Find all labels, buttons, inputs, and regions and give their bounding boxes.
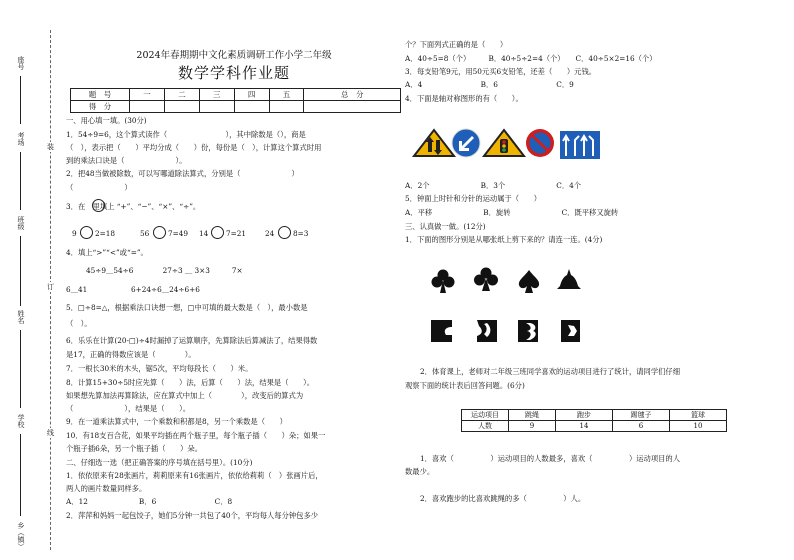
question-line: （ ）。 xyxy=(66,319,92,328)
q3-operand: 7=49 xyxy=(168,229,189,238)
question-line: 6．乐乐在计算(20-□)÷4时漏掉了运算顺序，先算除法后算减法了，结果得数 xyxy=(66,336,318,345)
table-cell: 9 xyxy=(509,421,556,432)
club-shape-icon xyxy=(473,266,499,292)
score-header-cell: 四 xyxy=(234,89,269,101)
question-line: 1．54÷9=6，这个算式读作（ ），其中除数是（），商是 xyxy=(66,130,306,139)
answer-options: A．12 B．6 C．8 xyxy=(66,497,233,506)
question-line: 2．萍萍和妈妈一起包饺子，她们5分钟一共包了40个，平均每人每分钟包多少 xyxy=(66,511,319,520)
table-header-cell: 跳绳 xyxy=(509,410,556,421)
score-table-row xyxy=(71,89,401,101)
cut-mark-2: 订 xyxy=(47,283,54,291)
exam-title: 数学学科作业题 xyxy=(177,64,290,82)
score-header-cell: 题 号 xyxy=(71,89,130,101)
question-line: 个？下面列式正确的是（ ） xyxy=(405,40,508,49)
section-3-heading: 三、认真做一做。(12分) xyxy=(405,222,486,231)
cut-paper-3-icon xyxy=(516,318,542,344)
class-line xyxy=(20,236,21,306)
club-shape-icon xyxy=(430,268,456,294)
table-row xyxy=(462,421,727,432)
exam-subtitle: 2024年春期期中文化素质调研工作小学二年级 xyxy=(136,50,332,61)
question-line: （ ），结果是（ ）。 xyxy=(66,404,191,413)
operator-circle[interactable] xyxy=(211,226,224,239)
section-2-heading: 二、仔细选一选（把正确答案的序号填在括号里）。(10分) xyxy=(66,458,253,467)
table-cell: 10 xyxy=(670,421,727,432)
q3-operand: 14 xyxy=(199,229,209,238)
table-row-label: 人数 xyxy=(462,421,509,432)
spade-shape-icon xyxy=(516,268,542,294)
bell-shape-icon xyxy=(556,268,582,294)
answer-options: A．4 B．6 C．9 xyxy=(405,80,574,89)
question-line: 1．喜欢（ ）运动项目的人数最多，喜欢（ ）运动项目的人 xyxy=(420,454,681,463)
cut-paper-1-icon xyxy=(430,318,456,344)
score-label-cell: 得 分 xyxy=(71,101,130,113)
score-cell[interactable] xyxy=(199,101,234,113)
school-line xyxy=(20,434,21,516)
class-label: 班级 xyxy=(17,216,25,230)
question-line: 5．□÷8=△，根据乘法口诀想一想，□中可填的最大数是（ ），最小数是 xyxy=(66,303,308,312)
comparison-line: 6＿41 6+24÷6＿24÷6+6 xyxy=(66,285,200,294)
question-line: 5．钟面上时针和分针的运动属于（ ） xyxy=(405,194,541,203)
table-header-cell: 运动项目 xyxy=(462,410,509,421)
question-line: 到的乘法口诀是（ ）。 xyxy=(66,156,187,165)
answer-options: A．2个 B．3个 C．4个 xyxy=(405,181,582,190)
q3-operand: 8=3 xyxy=(293,229,309,238)
question-line: 是17，正确的得数应该是（ ）。 xyxy=(66,350,196,359)
section-1-heading: 一、用心填一填。(30分) xyxy=(66,116,147,125)
cut-mark-3: 线 xyxy=(47,429,54,437)
score-table xyxy=(70,88,401,113)
score-table-row xyxy=(71,101,401,113)
question-line: 2．喜欢跑步的比喜欢跳绳的多（ ）人。 xyxy=(420,494,586,503)
question-line: 两人的画片数量同样多。 xyxy=(66,484,147,493)
question-line: 4．下面是轴对称图形的有（ ）。 xyxy=(405,94,523,103)
question-line: 3．在 里填上 “+”、“−”、“×”、“÷”。 xyxy=(66,202,201,211)
question-line: 1．依依原来有28张画片，莉莉原来有16张画片，依依给莉莉（ ）张画片后， xyxy=(66,471,323,480)
score-cell[interactable] xyxy=(269,101,304,113)
table-header-cell: 踢毽子 xyxy=(613,410,670,421)
q3-operand: 24 xyxy=(265,229,275,238)
score-header-cell: 一 xyxy=(130,89,165,101)
answer-options: A．平移 B．旋转 C．既平移又旋转 xyxy=(405,208,619,217)
town-label: 乡（镇） xyxy=(17,522,25,550)
exam-room-line xyxy=(20,152,21,210)
table-header-cell: 篮球 xyxy=(670,410,727,421)
q3-operand: 56 xyxy=(140,229,150,238)
question-line: 9．在一道乘法算式中，一个乘数和积都是8，另一个乘数是（ ） xyxy=(66,417,287,426)
score-header-cell: 三 xyxy=(199,89,234,101)
name-line xyxy=(20,330,21,408)
score-header-cell: 总 分 xyxy=(304,89,401,101)
sports-stats-table xyxy=(461,409,727,432)
q3-operand: 9 xyxy=(72,229,77,238)
question-line: （ ） xyxy=(66,183,132,192)
score-header-cell: 五 xyxy=(269,89,304,101)
table-row xyxy=(462,410,727,421)
seat-number-line xyxy=(20,76,21,124)
school-label: 学校 xyxy=(17,414,25,428)
lane-direction-sign-icon xyxy=(556,130,604,160)
score-cell[interactable] xyxy=(304,101,401,113)
question-line: 4．填上“>”“<”或“=”。 xyxy=(66,248,148,257)
operator-circle[interactable] xyxy=(153,226,166,239)
answer-options: A．40÷5=8（个） B．40÷5÷2=4（个） C．40÷5×2=16（个） xyxy=(405,54,657,63)
table-cell: 14 xyxy=(556,421,613,432)
question-line: 7．一根长30米的木头，锯5次，平均每段长（ ）米。 xyxy=(66,364,253,373)
comparison-line: 45÷9＿54÷6 27÷3 ＿ 3×3 7× xyxy=(86,266,243,275)
question-line: 数最少。 xyxy=(405,467,435,476)
name-label: 姓名 xyxy=(17,310,25,324)
cut-mark-1: 装 xyxy=(47,143,54,151)
cut-paper-4-icon xyxy=(558,318,584,344)
exam-room-label: 考场 xyxy=(17,132,25,146)
table-header-cell: 跑步 xyxy=(556,410,613,421)
question-line: 个瓶子插6朵，另一个瓶子插（ ）朵。 xyxy=(66,444,202,453)
question-line: 观察下面的统计表后回答问题。(6分) xyxy=(405,381,525,390)
operator-circle[interactable] xyxy=(80,226,93,239)
question-line: 2．把48当做被除数，可以写哪道除法算式，分别是（ ） xyxy=(66,169,299,178)
score-cell[interactable] xyxy=(234,101,269,113)
question-line: （ ），表示把（ ）平均分成（ ）份，每份是（ ），计算这个算式时用 xyxy=(66,143,322,152)
question-line: 2．体育课上，老师对二年级三班同学喜欢的运动项目进行了统计，请同学们仔细 xyxy=(420,367,681,376)
question-line: 8．计算15+30÷5时应先算（ ）法，后算（ ）法，结果是（ ）。 xyxy=(66,378,315,387)
question-line: 如果想先算加法再算除法，应在算式中加上（ ），改变后的算式为 xyxy=(66,391,304,400)
table-cell: 6 xyxy=(613,421,670,432)
score-cell[interactable] xyxy=(164,101,199,113)
operator-circle[interactable] xyxy=(278,226,291,239)
seat-number-label: 座号 xyxy=(17,56,25,70)
q3-operand: 7=21 xyxy=(226,229,247,238)
cut-paper-2-icon xyxy=(475,318,501,344)
score-cell[interactable] xyxy=(130,101,165,113)
q3-operand: 2=18 xyxy=(95,229,116,238)
question-line: 10．有18支百合花，如果平均插在两个瓶子里，每个瓶子插（ ）朵；如果一 xyxy=(66,431,326,440)
score-header-cell: 二 xyxy=(164,89,199,101)
question-line: 1．下面的图形分别是从哪张纸上剪下来的？请连一连。(4分) xyxy=(405,235,603,244)
question-line: 3．每支铅笔9元，用50元买6支铅笔，还差（ ）元钱。 xyxy=(405,67,597,76)
